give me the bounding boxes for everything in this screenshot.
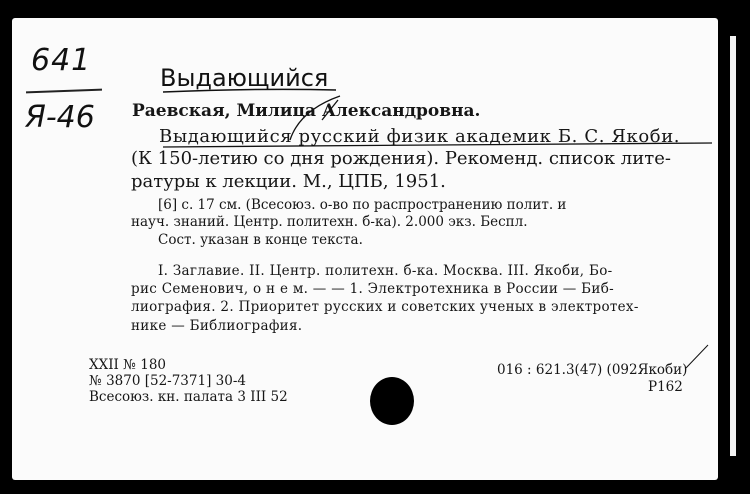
- title-line-1: Выдающийся русский физик академик Б. С. Якоби.: [159, 126, 681, 147]
- tracing-line-4: нике — Библиография.: [131, 318, 303, 334]
- description-line-1: [6] с. 17 см. (Всесоюз. о-во по распространению полит. и: [158, 197, 567, 213]
- shelf-mark-number: 641: [31, 43, 92, 78]
- tracing-line-3: лиография. 2. Приоритет русских и советских ученых в электротех-: [131, 299, 639, 315]
- shelf-mark-code: Я-46: [25, 100, 95, 135]
- footer-line-2: № 3870 [52-7371] 30-4: [89, 373, 246, 389]
- footer-line-1: XXII № 180: [89, 357, 167, 373]
- title-line-3: ратуры к лекции. М., ЦПБ, 1951.: [131, 171, 446, 192]
- description-note: Сост. указан в конце текста.: [158, 232, 363, 248]
- footer-line-3: Всесоюз. кн. палата 3 III 52: [89, 389, 288, 405]
- description-line-2: науч. знаний. Центр. политехн. б-ка). 2.000 экз. Беспл.: [131, 214, 528, 230]
- author-heading: Раевская, Милица Александровна.: [132, 101, 481, 121]
- classification-code: 016 : 621.3(47) (092Якоби): [497, 362, 688, 378]
- title-line-2: (К 150-летию со дня рождения). Рекоменд. список лите-: [131, 148, 671, 169]
- tracing-line-2: рис Семенович, о н е м. — — 1. Электротехника в России — Биб-: [131, 281, 614, 297]
- handwritten-title-word: Выдающийся: [160, 64, 329, 92]
- tracing-line-1: I. Заглавие. II. Центр. политехн. б-ка. Москва. III. Якоби, Бо-: [158, 263, 613, 279]
- print-code: P162: [648, 379, 683, 395]
